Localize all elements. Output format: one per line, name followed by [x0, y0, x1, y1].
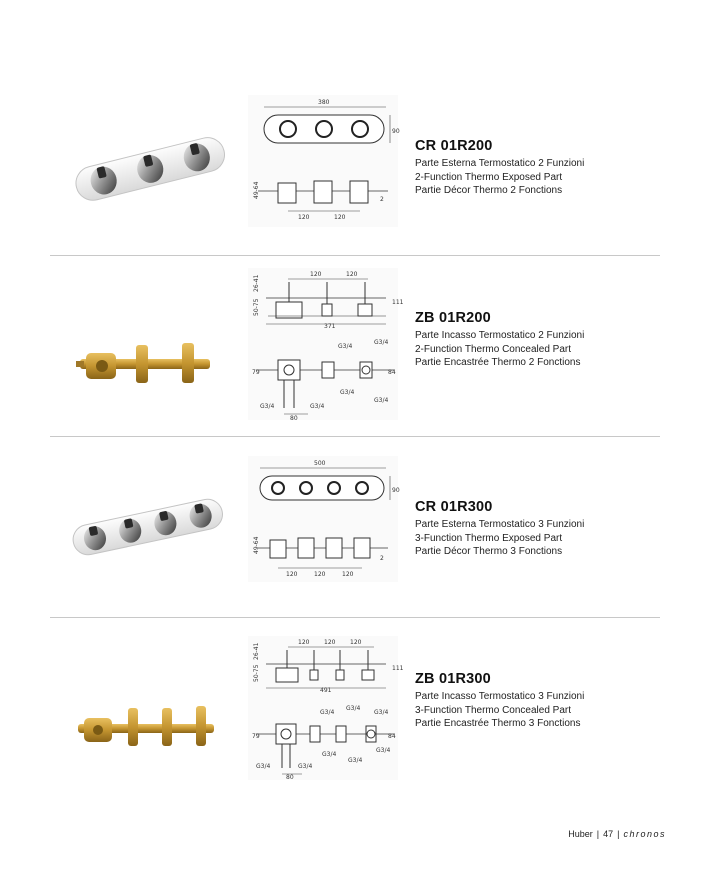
dim-height: 90 — [392, 128, 400, 135]
dim-spacing-3: 120 — [342, 571, 354, 578]
product-description-zb01r300 — [415, 671, 675, 731]
dim-spacing-1: 120 — [286, 571, 298, 578]
dim-bottom: 80 — [286, 774, 294, 781]
pipe-label: G3/4 — [374, 339, 389, 346]
product-photo-cr01r200 — [70, 128, 230, 208]
separator — [50, 255, 660, 256]
description-en: 2-Function Thermo Concealed Part — [415, 343, 572, 355]
dim-side-right: 84 — [388, 733, 396, 740]
dim-depth-2: 50-75 — [253, 298, 260, 316]
pipe-label: G3/4 — [338, 343, 353, 350]
dim-side-left: 79 — [252, 369, 260, 376]
description-fr: Partie Décor Thermo 2 Fonctions — [415, 185, 563, 197]
dim-width: 371 — [324, 323, 336, 330]
technical-drawing-cr01r200 — [248, 95, 398, 227]
pipe-label: G3/4 — [340, 389, 355, 396]
dim-height: 111 — [392, 665, 404, 672]
description-fr: Partie Encastrée Thermo 3 Fonctions — [415, 718, 581, 730]
product-description-zb01r200 — [415, 310, 675, 370]
dim-spacing-1: 120 — [298, 214, 310, 221]
pipe-label: G3/4 — [374, 397, 389, 404]
dim-depth: 49-64 — [253, 181, 260, 199]
dim-spacing-1: 120 — [298, 639, 310, 646]
dim-spacing-2: 120 — [334, 214, 346, 221]
dim-bottom: 80 — [290, 415, 298, 422]
description-it: Parte Esterna Termostatico 2 Funzioni — [415, 158, 585, 169]
product-description-cr01r300 — [415, 499, 675, 559]
dim-width: 380 — [318, 99, 330, 106]
dim-height: 90 — [392, 487, 400, 494]
pipe-label: G3/4 — [298, 763, 313, 770]
pipe-label: G3/4 — [260, 403, 275, 410]
dim-depth: 49-64 — [253, 536, 260, 554]
product-code: ZB 01R300 — [415, 671, 491, 687]
dim-side-left: 79 — [252, 733, 260, 740]
separator — [50, 617, 660, 618]
dim-height: 111 — [392, 299, 404, 306]
product-code: ZB 01R200 — [415, 310, 491, 326]
description-fr: Partie Encastrée Thermo 2 Fonctions — [415, 357, 581, 369]
description-fr: Partie Décor Thermo 3 Fonctions — [415, 546, 563, 558]
dim-spacing-3: 120 — [350, 639, 362, 646]
product-photo-zb01r200 — [72, 335, 222, 390]
description-it: Parte Incasso Termostatico 3 Funzioni — [415, 691, 585, 702]
description-en: 3-Function Thermo Exposed Part — [415, 532, 563, 544]
dim-width: 500 — [314, 460, 326, 467]
product-photo-cr01r300 — [68, 498, 228, 558]
pipe-label: G3/4 — [310, 403, 325, 410]
product-code: CR 01R200 — [415, 138, 493, 154]
pipe-label: G3/4 — [376, 747, 391, 754]
description-en: 3-Function Thermo Concealed Part — [415, 704, 572, 716]
pipe-label: G3/4 — [348, 757, 363, 764]
pipe-label: G3/4 — [322, 751, 337, 758]
dim-spacing-2: 120 — [314, 571, 326, 578]
technical-drawing-cr01r300 — [248, 456, 398, 582]
description-it: Parte Esterna Termostatico 3 Funzioni — [415, 519, 585, 530]
product-code: CR 01R300 — [415, 499, 493, 515]
dim-width: 491 — [320, 687, 332, 694]
page-footer — [568, 829, 666, 839]
dim-depth-2: 50-75 — [253, 664, 260, 682]
footer-page-number: 47 — [603, 829, 614, 839]
product-photo-zb01r300 — [72, 702, 222, 752]
footer-divider: | — [596, 829, 600, 839]
dim-depth-1: 26-41 — [253, 274, 260, 292]
dim-spacing-2: 120 — [324, 639, 336, 646]
brand-logo: chronos — [623, 829, 666, 839]
pipe-label: G3/4 — [256, 763, 271, 770]
footer-company: Huber — [568, 829, 593, 839]
description-it: Parte Incasso Termostatico 2 Funzioni — [415, 330, 585, 341]
dim-spacing-1: 120 — [310, 271, 322, 278]
dim-depth-1: 26-41 — [253, 642, 260, 660]
dim-spacing-2: 120 — [346, 271, 358, 278]
pipe-label: G3/4 — [374, 709, 389, 716]
separator — [50, 436, 660, 437]
product-description-cr01r200 — [415, 138, 675, 198]
description-en: 2-Function Thermo Exposed Part — [415, 171, 563, 183]
dim-side-right: 84 — [388, 369, 396, 376]
pipe-label: G3/4 — [346, 705, 361, 712]
dim-plate: 2 — [380, 196, 384, 203]
technical-drawing-zb01r200 — [248, 268, 404, 422]
footer-divider: | — [617, 829, 620, 839]
pipe-label: G3/4 — [320, 709, 335, 716]
technical-drawing-zb01r300 — [248, 636, 404, 781]
dim-plate: 2 — [380, 555, 384, 562]
